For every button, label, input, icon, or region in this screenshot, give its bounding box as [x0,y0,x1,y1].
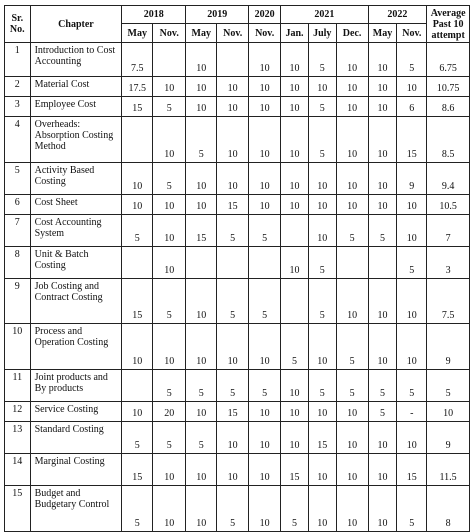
sr-no-cell: 15 [5,486,31,532]
marks-cell: 10 [368,324,397,370]
marks-cell: 15 [186,215,217,247]
marks-cell: 10 [249,77,281,97]
month-header: Nov. [153,24,186,43]
marks-cell: 10 [153,454,186,486]
marks-cell: 10 [336,117,368,163]
average-cell: 10.5 [427,195,470,215]
sr-no-cell: 14 [5,454,31,486]
table-row [5,324,470,370]
marks-cell [186,247,217,279]
marks-cell: 10 [281,117,309,163]
marks-cell: 10 [336,77,368,97]
marks-cell: 5 [336,370,368,402]
marks-cell: 9 [397,163,427,195]
table-row [5,163,470,195]
marks-cell: 7.5 [122,43,153,77]
table-row [5,247,470,279]
marks-cell: 10 [281,195,309,215]
month-header: July [308,24,336,43]
marks-cell: 10 [186,279,217,324]
marks-cell: 10 [308,324,336,370]
marks-cell: 5 [397,43,427,77]
marks-cell: 5 [249,215,281,247]
sr-no-header: Sr. No. [5,6,31,43]
marks-cell: 10 [281,247,309,279]
marks-cell: 10 [368,163,397,195]
marks-cell: 20 [153,402,186,422]
chapter-cell: Cost Sheet [30,195,122,215]
marks-cell: 10 [186,97,217,117]
marks-cell: 5 [122,486,153,532]
marks-cell: 10 [336,163,368,195]
marks-cell: 10 [368,43,397,77]
marks-cell: 15 [281,454,309,486]
year-header-2020: 2020 [249,6,281,24]
marks-cell: 10 [153,117,186,163]
average-cell: 8.5 [427,117,470,163]
marks-cell: 10 [308,163,336,195]
sr-no-cell: 8 [5,247,31,279]
marks-cell: 10 [186,454,217,486]
marks-cell [217,247,249,279]
marks-cell: 10 [281,43,309,77]
marks-cell: 10 [368,195,397,215]
marks-cell: 17.5 [122,77,153,97]
sr-no-cell: 1 [5,43,31,77]
marks-cell: 15 [122,454,153,486]
sr-no-cell: 5 [5,163,31,195]
marks-cell: 10 [153,77,186,97]
marks-cell: - [397,402,427,422]
chapter-cell: Unit & Batch Costing [30,247,122,279]
marks-cell: 15 [308,422,336,454]
sr-no-cell: 10 [5,324,31,370]
marks-cell: 10 [186,77,217,97]
average-cell: 9 [427,324,470,370]
marks-cell: 10 [281,370,309,402]
table-container [4,5,470,532]
marks-cell: 10 [336,422,368,454]
marks-cell: 10 [217,422,249,454]
marks-cell: 10 [308,195,336,215]
marks-cell: 10 [249,97,281,117]
average-cell: 7.5 [427,279,470,324]
sr-no-cell: 4 [5,117,31,163]
marks-cell: 10 [249,195,281,215]
marks-cell: 10 [186,402,217,422]
average-cell: 3 [427,247,470,279]
marks-cell [281,215,309,247]
average-cell: 8.6 [427,97,470,117]
marks-cell: 5 [249,279,281,324]
average-cell: 8 [427,486,470,532]
marks-cell: 5 [153,97,186,117]
table-row [5,43,470,77]
marks-cell: 5 [336,215,368,247]
marks-cell: 10 [336,402,368,422]
sr-no-cell: 12 [5,402,31,422]
marks-cell: 10 [186,163,217,195]
marks-cell: 10 [397,215,427,247]
marks-cell: 5 [368,402,397,422]
marks-cell: 10 [281,422,309,454]
header-row-years [5,6,470,24]
marks-cell: 10 [186,486,217,532]
chapter-cell: Service Costing [30,402,122,422]
chapter-cell: Material Cost [30,77,122,97]
marks-cell: 10 [397,422,427,454]
month-header: Dec. [336,24,368,43]
year-header-2018: 2018 [122,6,186,24]
marks-cell: 15 [122,279,153,324]
table-row [5,370,470,402]
average-cell: 9 [427,422,470,454]
marks-cell: 10 [397,77,427,97]
table-row [5,402,470,422]
marks-cell: 10 [186,43,217,77]
marks-cell: 10 [397,279,427,324]
marks-cell: 5 [281,324,309,370]
marks-cell: 5 [308,117,336,163]
marks-cell: 5 [153,279,186,324]
marks-cell: 5 [281,486,309,532]
marks-cell: 10 [368,117,397,163]
marks-cell: 10 [217,163,249,195]
table-row [5,279,470,324]
table-row [5,486,470,532]
marks-cell: 10 [336,486,368,532]
average-cell: 5 [427,370,470,402]
marks-cell: 5 [153,422,186,454]
marks-cell: 5 [397,247,427,279]
marks-cell: 10 [308,402,336,422]
year-header-2019: 2019 [186,6,249,24]
marks-cell: 10 [308,77,336,97]
marks-cell: 10 [217,77,249,97]
marks-cell: 10 [153,247,186,279]
marks-cell: 10 [217,97,249,117]
marks-cell: 10 [153,195,186,215]
marks-cell [122,247,153,279]
marks-cell: 10 [249,454,281,486]
month-header: May [186,24,217,43]
marks-cell: 10 [217,324,249,370]
marks-cell: 10 [397,324,427,370]
table-row [5,97,470,117]
marks-cell: 15 [397,454,427,486]
marks-cell [249,247,281,279]
marks-cell: 10 [336,97,368,117]
chapter-cell: Standard Costing [30,422,122,454]
average-header: Average Past 10 attempt [427,6,470,43]
marks-cell: 10 [217,454,249,486]
chapter-cell: Marginal Costing [30,454,122,486]
table-row [5,195,470,215]
marks-cell: 15 [217,195,249,215]
marks-cell: 10 [153,324,186,370]
marks-cell: 5 [368,215,397,247]
marks-cell: 5 [153,370,186,402]
average-cell: 7 [427,215,470,247]
chapter-header: Chapter [30,6,122,43]
marks-cell [153,43,186,77]
marks-cell: 10 [249,43,281,77]
marks-cell: 10 [217,117,249,163]
marks-cell: 10 [122,195,153,215]
marks-cell: 5 [308,43,336,77]
chapter-cell: Overheads: Absorption Costing Method [30,117,122,163]
marks-cell: 10 [281,163,309,195]
chapter-cell: Cost Accounting System [30,215,122,247]
marks-cell: 10 [186,195,217,215]
marks-cell: 5 [217,215,249,247]
month-header: May [122,24,153,43]
marks-cell: 10 [249,422,281,454]
year-header-2021: 2021 [281,6,368,24]
month-header: Nov. [397,24,427,43]
marks-cell: 6 [397,97,427,117]
marks-cell: 10 [336,43,368,77]
sr-no-cell: 6 [5,195,31,215]
marks-cell: 10 [249,163,281,195]
average-cell: 6.75 [427,43,470,77]
sr-no-cell: 3 [5,97,31,117]
marks-cell: 10 [153,215,186,247]
marks-cell: 5 [217,486,249,532]
marks-cell: 5 [186,422,217,454]
marks-cell: 10 [281,402,309,422]
marks-cell: 10 [249,486,281,532]
chapter-cell: Process and Operation Costing [30,324,122,370]
marks-cell: 15 [397,117,427,163]
sr-no-cell: 7 [5,215,31,247]
marks-cell: 10 [281,77,309,97]
average-cell: 10 [427,402,470,422]
marks-cell: 5 [153,163,186,195]
marks-cell: 5 [368,370,397,402]
marks-cell: 10 [368,77,397,97]
marks-cell: 10 [368,279,397,324]
marks-cell: 10 [122,163,153,195]
marks-cell: 10 [397,195,427,215]
marks-cell: 5 [186,117,217,163]
average-cell: 9.4 [427,163,470,195]
marks-cell: 10 [249,402,281,422]
marks-cell: 10 [186,324,217,370]
marks-cell [281,279,309,324]
sr-no-cell: 9 [5,279,31,324]
marks-cell: 10 [308,215,336,247]
exam-weightage-table [4,5,470,532]
marks-cell: 5 [397,486,427,532]
table-body [5,43,470,532]
marks-cell: 10 [368,422,397,454]
average-cell: 10.75 [427,77,470,97]
marks-cell: 10 [281,97,309,117]
marks-cell: 10 [122,402,153,422]
marks-cell: 10 [308,454,336,486]
chapter-cell: Introduction to Cost Accounting [30,43,122,77]
marks-cell: 10 [368,454,397,486]
marks-cell: 15 [217,402,249,422]
marks-cell: 5 [308,279,336,324]
marks-cell [122,370,153,402]
table-row [5,215,470,247]
sr-no-cell: 11 [5,370,31,402]
marks-cell: 15 [122,97,153,117]
marks-cell: 10 [336,454,368,486]
marks-cell: 5 [122,422,153,454]
marks-cell [368,247,397,279]
month-header: Jan. [281,24,309,43]
month-header: Nov. [217,24,249,43]
marks-cell [122,117,153,163]
chapter-cell: Budget and Budgetary Control [30,486,122,532]
table-row [5,117,470,163]
sr-no-cell: 13 [5,422,31,454]
marks-cell: 5 [397,370,427,402]
marks-cell: 10 [336,279,368,324]
marks-cell: 5 [308,97,336,117]
marks-cell: 10 [336,195,368,215]
marks-cell: 10 [368,97,397,117]
chapter-cell: Activity Based Costing [30,163,122,195]
marks-cell: 5 [308,247,336,279]
marks-cell: 10 [249,324,281,370]
marks-cell: 10 [153,486,186,532]
marks-cell [336,247,368,279]
marks-cell: 10 [368,486,397,532]
average-cell: 11.5 [427,454,470,486]
year-header-2022: 2022 [368,6,427,24]
month-header: May [368,24,397,43]
marks-cell: 5 [217,279,249,324]
marks-cell: 5 [186,370,217,402]
month-header: Nov. [249,24,281,43]
marks-cell: 5 [217,370,249,402]
chapter-cell: Joint products and By products [30,370,122,402]
marks-cell: 10 [249,117,281,163]
table-row [5,454,470,486]
table-row [5,77,470,97]
marks-cell: 5 [336,324,368,370]
sr-no-cell: 2 [5,77,31,97]
table-row [5,422,470,454]
marks-cell: 5 [122,215,153,247]
marks-cell: 10 [122,324,153,370]
marks-cell [217,43,249,77]
marks-cell: 5 [249,370,281,402]
marks-cell: 5 [308,370,336,402]
marks-cell: 10 [308,486,336,532]
chapter-cell: Job Costing and Contract Costing [30,279,122,324]
chapter-cell: Employee Cost [30,97,122,117]
